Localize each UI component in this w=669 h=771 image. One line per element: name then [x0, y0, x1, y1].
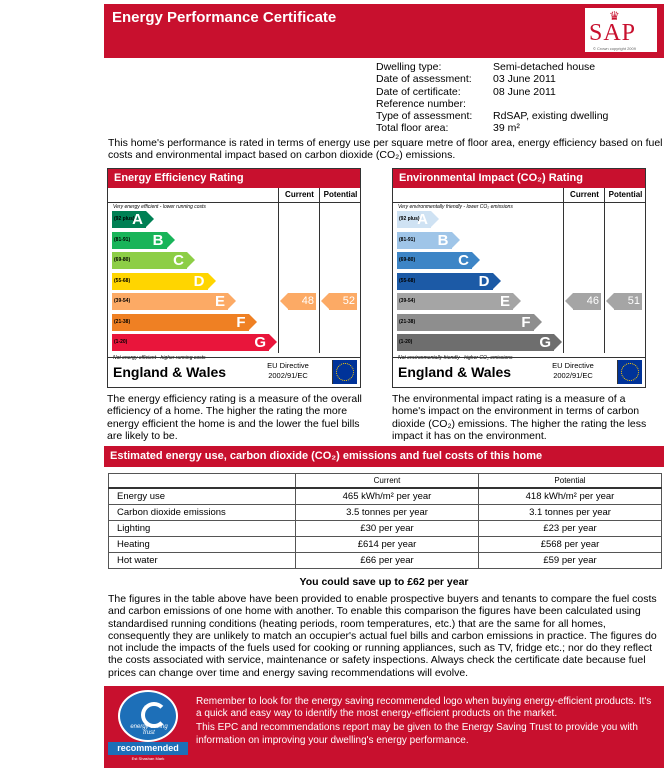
region-label: England & Wales	[398, 364, 512, 380]
info-label: Type of assessment:	[376, 110, 473, 123]
band-range: (21-38)	[399, 318, 416, 325]
band-letter: A	[132, 211, 143, 228]
info-row	[376, 86, 608, 98]
row-label: Heating	[109, 537, 296, 553]
potential-value: 418 kWh/m² per year	[479, 488, 662, 505]
efficiency-explanation: The energy efficiency rating is a measure of the overall efficiency of a home. The higher the rating the more energy efficient the home is and the lower the fuel bills are likely to be.	[107, 393, 362, 442]
info-row	[376, 98, 608, 110]
costs-title-bar: Estimated energy use, carbon dioxide (CO₂) emissions and fuel costs of this home	[104, 446, 664, 467]
panel-title: Energy Efficiency Rating	[108, 169, 360, 188]
band-arrow-tip	[554, 334, 562, 350]
panel-title: Environmental Impact (CO₂) Rating	[393, 169, 645, 188]
certificate-title: Energy Performance Certificate	[112, 9, 337, 26]
sap-logo-text: SAP	[589, 20, 637, 46]
energy-saving-recommended-logo	[108, 690, 188, 764]
rating-band-g	[397, 334, 554, 351]
logo-small-text: Est Shashan Mark	[131, 756, 165, 761]
row-label: Carbon dioxide emissions	[109, 505, 296, 521]
band-range: (39-54)	[399, 298, 416, 304]
band-range: (55-68)	[399, 277, 416, 284]
band-arrow-tip	[249, 314, 257, 330]
band-range: (21-38)	[114, 318, 131, 325]
savings-text: You could save up to £62 per year	[299, 576, 469, 588]
rating-band-c	[397, 252, 472, 269]
table-row	[109, 521, 662, 537]
band-arrow-tip	[187, 252, 195, 268]
current-value: 465 kWh/m² per year	[296, 488, 479, 505]
figures-explanation: The figures in the table above have been provided to enable prospective buyers and tenants to compare the fuel costs and carbon emissions of one home with another. To enable this comparison the figures have been calculated using standardised running conditions (heating periods, room temperatures, etc.) that are the same for all homes, consequently they are unlikely to match an occupier's actual fuel bills and carbon emissions in practice. The figures do not include the impacts of the fuels used for cooking or running appliances, such as TV, fridge etc.; nor do they reflect the costs associated with service, maintenance or safety inspections. Always check the certificate date because fuel prices can change over time and energy saving recommendations will evolve.	[108, 593, 657, 679]
info-value: RdSAP, existing dwelling	[493, 110, 609, 123]
band-arrow-tip	[534, 314, 542, 330]
est-circle-icon	[118, 690, 178, 742]
band-range: (81-91)	[114, 236, 131, 243]
current-value: £66 per year	[296, 553, 479, 569]
band-range: (1-20)	[114, 339, 128, 345]
potential-value: £568 per year	[479, 537, 662, 553]
marker-arrow-tip	[280, 293, 288, 309]
band-arrow-tip	[513, 293, 521, 309]
sap-logo	[585, 8, 657, 52]
rating-band-d	[112, 273, 208, 290]
environmental-impact-panel	[392, 168, 646, 388]
table-header-blank	[109, 474, 296, 489]
footer-banner	[104, 686, 664, 768]
rating-band-e	[112, 293, 228, 310]
rating-band-g	[112, 334, 269, 351]
column-divider	[319, 202, 320, 353]
current-rating-marker: 48	[288, 293, 316, 310]
band-letter: D	[193, 272, 205, 290]
potential-column-header: Potential	[319, 188, 361, 203]
column-divider	[278, 202, 279, 353]
column-divider	[604, 202, 605, 353]
rating-band-b	[112, 232, 167, 249]
bottom-caption: Not environmentally friendly - higher CO₂ emissions	[398, 355, 513, 361]
table-row	[109, 488, 662, 505]
potential-rating-marker: 52	[329, 293, 357, 310]
rating-band-e	[397, 293, 513, 310]
top-caption: Very energy efficient - lower running costs	[113, 204, 206, 210]
marker-arrow-tip	[606, 293, 614, 309]
band-range: (81-91)	[399, 236, 416, 243]
info-row	[376, 110, 608, 122]
eu-flag-icon	[332, 360, 357, 384]
rating-band-a	[112, 211, 146, 228]
band-letter: G	[254, 334, 266, 351]
directive-label: EU Directive 2002/91/EC	[552, 361, 594, 380]
rating-band-c	[112, 252, 187, 269]
rating-band-a	[397, 211, 431, 228]
potential-value: 3.1 tonnes per year	[479, 505, 662, 521]
table-header-current: Current	[296, 474, 479, 489]
potential-rating-marker: 51	[614, 293, 642, 310]
band-range: (69-80)	[114, 257, 131, 263]
sap-copyright: © Crown copyright 2009	[593, 46, 636, 51]
band-letter: F	[236, 313, 246, 331]
info-row	[376, 73, 608, 85]
band-range: (39-54)	[114, 298, 131, 304]
panel-footer	[393, 357, 645, 387]
band-letter: E	[214, 293, 225, 310]
band-range: (92 plus)	[399, 216, 420, 222]
info-row	[376, 61, 608, 73]
table-header-row	[109, 474, 662, 489]
marker-arrow-tip	[565, 293, 573, 309]
panel-footer	[108, 357, 360, 387]
row-label: Hot water	[109, 553, 296, 569]
footer-paragraph: This EPC and recommendations report may be given to the Energy Saving Trust to provide you with information on improving your dwelling's energy performance.	[196, 722, 638, 746]
row-label: Lighting	[109, 521, 296, 537]
table-row	[109, 553, 662, 569]
band-arrow-tip	[431, 211, 439, 227]
band-arrow-tip	[269, 334, 277, 350]
info-label: Total floor area:	[376, 122, 449, 135]
band-letter: C	[458, 252, 469, 269]
dwelling-info	[376, 61, 608, 135]
band-letter: B	[152, 231, 164, 249]
band-letter: E	[499, 293, 510, 310]
band-letter: C	[173, 252, 184, 269]
info-value: Semi-detached house	[493, 61, 596, 73]
info-label: Date of assessment:	[376, 73, 472, 86]
current-value: £614 per year	[296, 537, 479, 553]
intro-text: This home's performance is rated in terms of energy use per square metre of floor area, energy efficiency based on fuel costs and environmental impact based on carbon dioxide (CO₂) emissions.	[108, 137, 663, 162]
band-arrow-tip	[146, 211, 154, 227]
band-arrow-tip	[167, 232, 175, 248]
footer-paragraph: Remember to look for the energy saving recommended logo when buying energy-efficient products. It's a quick and easy way to identify the most energy-efficient products on the market.	[196, 696, 652, 720]
band-arrow-tip	[452, 232, 460, 248]
header-spacer	[393, 188, 563, 203]
header-spacer	[108, 188, 278, 203]
current-value: £30 per year	[296, 521, 479, 537]
crown-icon: ♛	[609, 9, 620, 23]
band-arrow-tip	[493, 273, 501, 289]
marker-arrow-tip	[321, 293, 329, 309]
band-arrow-tip	[472, 252, 480, 268]
current-rating-marker: 46	[573, 293, 601, 310]
environmental-explanation: The environmental impact rating is a measure of a home's impact on the environment in terms of carbon dioxide (CO₂) emissions. The higher the rating the less impact it has on the environment.	[392, 393, 647, 442]
current-column-header: Current	[278, 188, 320, 203]
eu-flag-icon	[617, 360, 642, 384]
band-range: (1-20)	[399, 339, 413, 345]
costs-table	[108, 473, 662, 569]
band-letter: B	[437, 231, 449, 249]
bottom-caption: Not energy efficient - higher running costs	[113, 355, 206, 361]
logo-recommended-text: recommended	[108, 742, 188, 755]
potential-value: £23 per year	[479, 521, 662, 537]
band-arrow-tip	[228, 293, 236, 309]
info-value: 08 June 2011	[493, 85, 556, 98]
info-label: Dwelling type:	[376, 61, 442, 73]
current-value: 3.5 tonnes per year	[296, 505, 479, 521]
band-letter: F	[521, 313, 531, 331]
certificate-header	[104, 4, 664, 58]
table-row	[109, 505, 662, 521]
current-column-header: Current	[563, 188, 605, 203]
column-divider	[563, 202, 564, 353]
band-range: (92 plus)	[114, 216, 135, 222]
top-caption: Very environmentally friendly - lower CO₂ emissions	[398, 204, 513, 210]
logo-arc-text: energy saving trust	[130, 724, 168, 736]
band-range: (69-80)	[399, 257, 416, 263]
band-letter: G	[539, 334, 551, 351]
info-row	[376, 122, 608, 134]
potential-column-header: Potential	[604, 188, 646, 203]
energy-efficiency-panel	[107, 168, 361, 388]
info-label: Date of certificate:	[376, 85, 461, 98]
info-value: 03 June 2011	[493, 73, 556, 86]
band-range: (55-68)	[114, 277, 131, 284]
info-value: 39 m²	[493, 122, 520, 135]
region-label: England & Wales	[113, 364, 227, 380]
row-label: Energy use	[109, 488, 296, 505]
potential-value: £59 per year	[479, 553, 662, 569]
directive-label: EU Directive 2002/91/EC	[267, 361, 309, 380]
rating-band-f	[397, 314, 534, 331]
band-letter: A	[417, 211, 428, 228]
table-header-potential: Potential	[479, 474, 662, 489]
rating-band-b	[397, 232, 452, 249]
rating-band-f	[112, 314, 249, 331]
footer-text	[196, 696, 656, 749]
info-label: Reference number:	[376, 97, 466, 110]
band-arrow-tip	[208, 273, 216, 289]
table-row	[109, 537, 662, 553]
rating-band-d	[397, 273, 493, 290]
band-letter: D	[478, 272, 490, 290]
